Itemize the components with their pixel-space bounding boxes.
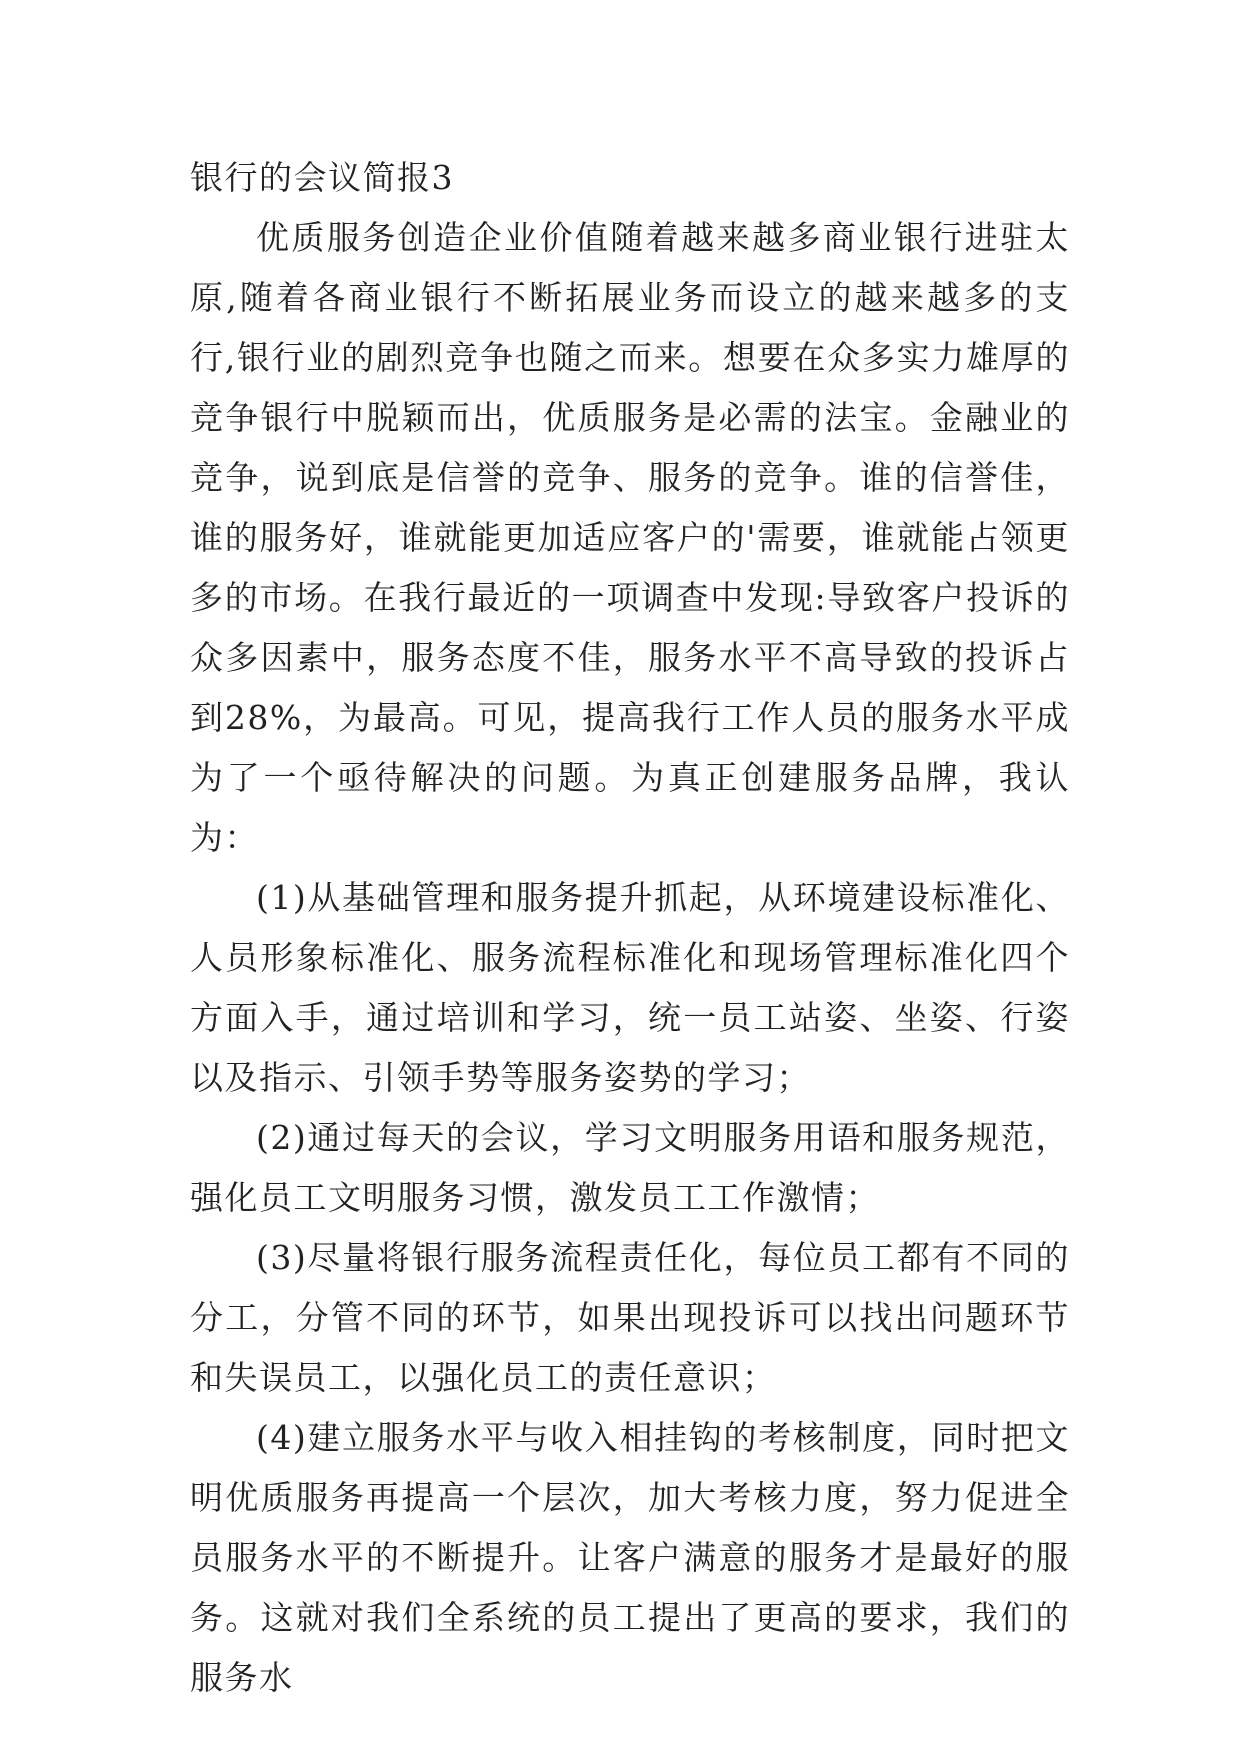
paragraph-item-2: (2)通过每天的会议，学习文明服务用语和服务规范，强化员工文明服务习惯，激发员工工作激情； (190, 1118, 1070, 1217)
paragraph-item-3: (3)尽量将银行服务流程责任化，每位员工都有不同的分工，分管不同的环节，如果出现投诉可以找出问题环节和失误员工，以强化员工的责任意识； (190, 1238, 1070, 1397)
paragraph-item-4: (4)建立服务水平与收入相挂钩的考核制度，同时把文明优质服务再提高一个层次，加大考核力度，努力促进全员服务水平的不断提升。让客户满意的服务才是最好的服务。这就对我们全系统的员工提出了更高的要求，我们的服务水 (190, 1418, 1070, 1697)
document-body (190, 148, 1070, 1708)
paragraph-intro: 优质服务创造企业价值随着越来越多商业银行进驻太原,随着各商业银行不断拓展业务而设立的越来越多的支行,银行业的剧烈竞争也随之而来。想要在众多实力雄厚的竞争银行中脱颖而出，优质服务是必需的法宝。金融业的竞争，说到底是信誉的竞争、服务的竞争。谁的信誉佳，谁的服务好，谁就能更加适应客户的'需要，谁就能占领更多的市场。在我行最近的一项调查中发现:导致客户投诉的众多因素中，服务态度不佳，服务水平不高导致的投诉占到28%，为最高。可见，提高我行工作人员的服务水平成为了一个亟待解决的问题。为真正创建服务品牌，我认为： (190, 218, 1070, 857)
paragraph-item-1: (1)从基础管理和服务提升抓起，从环境建设标准化、人员形象标准化、服务流程标准化和现场管理标准化四个方面入手，通过培训和学习，统一员工站姿、坐姿、行姿以及指示、引领手势等服务姿势的学习； (190, 878, 1070, 1097)
document-title: 银行的会议简报3 (190, 158, 454, 197)
